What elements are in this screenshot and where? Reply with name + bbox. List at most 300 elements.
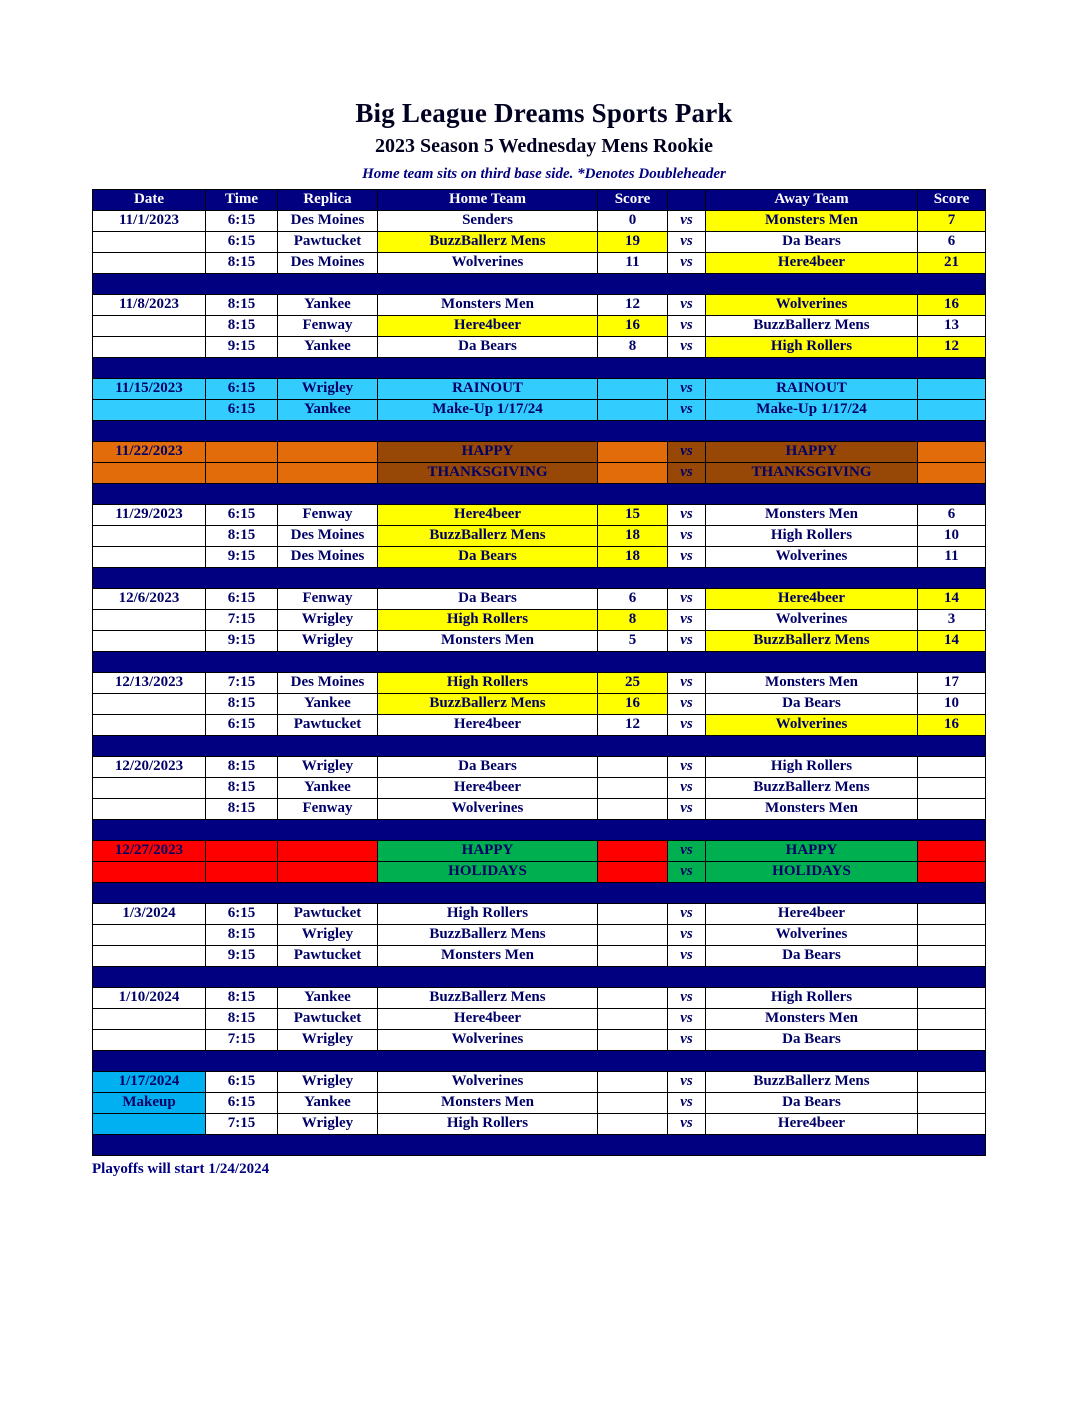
- home-team-cell: Here4beer: [378, 778, 598, 799]
- schedule-row: [93, 505, 986, 526]
- schedule-table: [92, 189, 986, 1156]
- away-team-cell: Wolverines: [706, 715, 918, 736]
- away-team-cell: THANKSGIVING: [706, 463, 918, 484]
- vs-cell: vs: [668, 715, 706, 736]
- away-team-cell: Wolverines: [706, 295, 918, 316]
- time-cell: 9:15: [206, 946, 278, 967]
- separator-bar: [93, 652, 986, 673]
- away-team-header: Away Team: [706, 190, 918, 211]
- time-cell: [206, 442, 278, 463]
- vs-cell: vs: [668, 946, 706, 967]
- date-cell: [93, 400, 206, 421]
- separator-bar: [93, 274, 986, 295]
- home-team-cell: HAPPY: [378, 841, 598, 862]
- date-cell: 1/3/2024: [93, 904, 206, 925]
- away-team-cell: High Rollers: [706, 526, 918, 547]
- schedule-row: [93, 442, 986, 463]
- home-team-cell: High Rollers: [378, 1114, 598, 1135]
- home-team-cell: BuzzBallerz Mens: [378, 232, 598, 253]
- schedule-row: [93, 904, 986, 925]
- vs-cell: vs: [668, 988, 706, 1009]
- separator-row: [93, 967, 986, 988]
- replica-cell: Yankee: [278, 400, 378, 421]
- date-cell: [93, 526, 206, 547]
- replica-cell: Wrigley: [278, 379, 378, 400]
- time-cell: 7:15: [206, 610, 278, 631]
- schedule-row: [93, 316, 986, 337]
- vs-cell: vs: [668, 379, 706, 400]
- replica-cell: Des Moines: [278, 547, 378, 568]
- date-cell: [93, 631, 206, 652]
- vs-cell: vs: [668, 337, 706, 358]
- home-team-cell: Make-Up 1/17/24: [378, 400, 598, 421]
- replica-cell: Pawtucket: [278, 904, 378, 925]
- separator-bar: [93, 820, 986, 841]
- replica-cell: Yankee: [278, 694, 378, 715]
- away-score-cell: [918, 1030, 986, 1051]
- home-score-cell: 8: [598, 610, 668, 631]
- away-score-cell: 10: [918, 694, 986, 715]
- schedule-row: [93, 715, 986, 736]
- replica-cell: Wrigley: [278, 1072, 378, 1093]
- replica-cell: [278, 442, 378, 463]
- away-score-cell: [918, 925, 986, 946]
- home-score-cell: 18: [598, 547, 668, 568]
- date-cell: [93, 463, 206, 484]
- away-team-cell: High Rollers: [706, 988, 918, 1009]
- away-team-cell: Make-Up 1/17/24: [706, 400, 918, 421]
- replica-cell: Des Moines: [278, 211, 378, 232]
- separator-row: [93, 1135, 986, 1156]
- away-team-cell: Wolverines: [706, 925, 918, 946]
- separator-bar: [93, 421, 986, 442]
- time-cell: 8:15: [206, 295, 278, 316]
- away-team-cell: BuzzBallerz Mens: [706, 1072, 918, 1093]
- away-score-cell: [918, 1093, 986, 1114]
- vs-cell: vs: [668, 463, 706, 484]
- home-score-cell: [598, 1114, 668, 1135]
- time-cell: 6:15: [206, 904, 278, 925]
- replica-cell: Fenway: [278, 505, 378, 526]
- vs-cell: vs: [668, 505, 706, 526]
- replica-cell: Fenway: [278, 316, 378, 337]
- home-team-cell: HAPPY: [378, 442, 598, 463]
- time-cell: 6:15: [206, 400, 278, 421]
- home-team-cell: RAINOUT: [378, 379, 598, 400]
- home-team-cell: Here4beer: [378, 505, 598, 526]
- away-team-cell: Da Bears: [706, 946, 918, 967]
- time-cell: 9:15: [206, 547, 278, 568]
- home-team-cell: High Rollers: [378, 673, 598, 694]
- replica-cell: [278, 841, 378, 862]
- schedule-row: [93, 694, 986, 715]
- home-score-cell: 16: [598, 694, 668, 715]
- away-score-cell: [918, 757, 986, 778]
- time-cell: 6:15: [206, 505, 278, 526]
- date-cell: [93, 694, 206, 715]
- home-score-cell: [598, 946, 668, 967]
- away-score-cell: [918, 400, 986, 421]
- home-team-cell: Wolverines: [378, 1030, 598, 1051]
- home-team-cell: Wolverines: [378, 799, 598, 820]
- time-cell: 9:15: [206, 631, 278, 652]
- away-score-cell: 6: [918, 232, 986, 253]
- date-cell: [93, 1114, 206, 1135]
- vs-cell: vs: [668, 673, 706, 694]
- away-score-cell: [918, 988, 986, 1009]
- vs-cell: vs: [668, 1030, 706, 1051]
- away-score-cell: [918, 1072, 986, 1093]
- home-score-cell: 12: [598, 715, 668, 736]
- separator-bar: [93, 484, 986, 505]
- separator-bar: [93, 883, 986, 904]
- away-team-cell: RAINOUT: [706, 379, 918, 400]
- separator-row: [93, 568, 986, 589]
- replica-cell: Yankee: [278, 337, 378, 358]
- home-team-cell: Da Bears: [378, 757, 598, 778]
- away-score-cell: 7: [918, 211, 986, 232]
- away-score-cell: 16: [918, 295, 986, 316]
- home-team-cell: BuzzBallerz Mens: [378, 526, 598, 547]
- date-cell: [93, 1009, 206, 1030]
- date-cell: [93, 799, 206, 820]
- away-score-cell: [918, 1114, 986, 1135]
- replica-cell: [278, 463, 378, 484]
- home-score-header: Score: [598, 190, 668, 211]
- away-team-cell: Monsters Men: [706, 799, 918, 820]
- replica-cell: Des Moines: [278, 526, 378, 547]
- vs-cell: vs: [668, 211, 706, 232]
- schedule-row: [93, 841, 986, 862]
- replica-cell: Wrigley: [278, 1114, 378, 1135]
- date-cell: [93, 337, 206, 358]
- home-score-cell: [598, 925, 668, 946]
- date-cell: [93, 232, 206, 253]
- time-cell: 7:15: [206, 1030, 278, 1051]
- home-team-cell: Wolverines: [378, 253, 598, 274]
- home-team-cell: Monsters Men: [378, 1093, 598, 1114]
- home-team-note: Home team sits on third base side. *Denotes Doubleheader: [362, 166, 726, 182]
- vs-cell: vs: [668, 400, 706, 421]
- away-score-cell: [918, 778, 986, 799]
- away-team-cell: High Rollers: [706, 337, 918, 358]
- away-score-cell: [918, 946, 986, 967]
- away-score-cell: 14: [918, 631, 986, 652]
- time-cell: 6:15: [206, 232, 278, 253]
- home-score-cell: 6: [598, 589, 668, 610]
- away-score-cell: 14: [918, 589, 986, 610]
- time-cell: 6:15: [206, 589, 278, 610]
- replica-cell: Yankee: [278, 778, 378, 799]
- vs-header: [668, 190, 706, 211]
- home-score-cell: [598, 904, 668, 925]
- vs-cell: vs: [668, 1009, 706, 1030]
- time-cell: 7:15: [206, 673, 278, 694]
- date-cell: [93, 1030, 206, 1051]
- home-score-cell: [598, 400, 668, 421]
- time-cell: 8:15: [206, 1009, 278, 1030]
- away-score-cell: 6: [918, 505, 986, 526]
- schedule-row: [93, 610, 986, 631]
- date-cell: [93, 778, 206, 799]
- away-score-cell: 13: [918, 316, 986, 337]
- separator-bar: [93, 1135, 986, 1156]
- away-score-cell: [918, 463, 986, 484]
- time-cell: 8:15: [206, 316, 278, 337]
- separator-row: [93, 652, 986, 673]
- home-score-cell: 16: [598, 316, 668, 337]
- time-cell: 8:15: [206, 526, 278, 547]
- home-team-cell: Senders: [378, 211, 598, 232]
- vs-cell: vs: [668, 631, 706, 652]
- separator-bar: [93, 568, 986, 589]
- home-team-cell: Here4beer: [378, 715, 598, 736]
- separator-bar: [93, 736, 986, 757]
- separator-row: [93, 358, 986, 379]
- date-cell: 11/15/2023: [93, 379, 206, 400]
- replica-header: Replica: [278, 190, 378, 211]
- vs-cell: vs: [668, 799, 706, 820]
- home-score-cell: [598, 841, 668, 862]
- time-cell: 8:15: [206, 799, 278, 820]
- home-team-cell: BuzzBallerz Mens: [378, 694, 598, 715]
- schedule-row: [93, 211, 986, 232]
- schedule-row: [93, 526, 986, 547]
- vs-cell: vs: [668, 1093, 706, 1114]
- home-team-cell: HOLIDAYS: [378, 862, 598, 883]
- time-cell: 6:15: [206, 379, 278, 400]
- vs-cell: vs: [668, 316, 706, 337]
- time-cell: 8:15: [206, 988, 278, 1009]
- separator-row: [93, 484, 986, 505]
- away-team-cell: Wolverines: [706, 547, 918, 568]
- schedule-row: [93, 547, 986, 568]
- time-cell: 6:15: [206, 1093, 278, 1114]
- home-score-cell: 19: [598, 232, 668, 253]
- away-team-cell: HAPPY: [706, 841, 918, 862]
- date-cell: 12/27/2023: [93, 841, 206, 862]
- away-score-header: Score: [918, 190, 986, 211]
- replica-cell: Pawtucket: [278, 232, 378, 253]
- schedule-row: [93, 337, 986, 358]
- replica-cell: Des Moines: [278, 253, 378, 274]
- schedule-row: [93, 862, 986, 883]
- date-cell: 12/20/2023: [93, 757, 206, 778]
- replica-cell: Pawtucket: [278, 946, 378, 967]
- replica-cell: Des Moines: [278, 673, 378, 694]
- replica-cell: [278, 862, 378, 883]
- away-score-cell: 12: [918, 337, 986, 358]
- separator-row: [93, 820, 986, 841]
- replica-cell: Yankee: [278, 988, 378, 1009]
- schedule-row: [93, 1093, 986, 1114]
- vs-cell: vs: [668, 295, 706, 316]
- time-cell: 6:15: [206, 1072, 278, 1093]
- away-score-cell: 10: [918, 526, 986, 547]
- time-cell: 8:15: [206, 694, 278, 715]
- schedule-row: [93, 1072, 986, 1093]
- away-score-cell: [918, 379, 986, 400]
- date-cell: 1/17/2024: [93, 1072, 206, 1093]
- replica-cell: Wrigley: [278, 757, 378, 778]
- away-team-cell: HOLIDAYS: [706, 862, 918, 883]
- away-score-cell: [918, 841, 986, 862]
- separator-row: [93, 736, 986, 757]
- time-cell: 9:15: [206, 337, 278, 358]
- home-score-cell: [598, 862, 668, 883]
- date-cell: 11/22/2023: [93, 442, 206, 463]
- schedule-row: [93, 232, 986, 253]
- home-score-cell: [598, 442, 668, 463]
- vs-cell: vs: [668, 547, 706, 568]
- replica-cell: Pawtucket: [278, 1009, 378, 1030]
- vs-cell: vs: [668, 610, 706, 631]
- replica-cell: Fenway: [278, 589, 378, 610]
- date-cell: [93, 715, 206, 736]
- home-team-cell: Monsters Men: [378, 946, 598, 967]
- away-team-cell: HAPPY: [706, 442, 918, 463]
- away-score-cell: [918, 862, 986, 883]
- away-team-cell: Here4beer: [706, 589, 918, 610]
- schedule-row: [93, 778, 986, 799]
- schedule-row: [93, 1009, 986, 1030]
- date-cell: [93, 253, 206, 274]
- vs-cell: vs: [668, 253, 706, 274]
- home-score-cell: 11: [598, 253, 668, 274]
- home-score-cell: 15: [598, 505, 668, 526]
- schedule-row: [93, 631, 986, 652]
- time-cell: 8:15: [206, 757, 278, 778]
- schedule-row: [93, 379, 986, 400]
- separator-bar: [93, 1051, 986, 1072]
- away-team-cell: Monsters Men: [706, 1009, 918, 1030]
- time-cell: [206, 862, 278, 883]
- schedule-row: [93, 253, 986, 274]
- replica-cell: Fenway: [278, 799, 378, 820]
- schedule-table-body: [93, 211, 986, 1156]
- schedule-row: [93, 946, 986, 967]
- date-cell: 1/10/2024: [93, 988, 206, 1009]
- away-team-cell: Da Bears: [706, 694, 918, 715]
- home-score-cell: [598, 988, 668, 1009]
- time-cell: 6:15: [206, 715, 278, 736]
- home-team-cell: Monsters Men: [378, 295, 598, 316]
- home-score-cell: [598, 778, 668, 799]
- home-score-cell: [598, 799, 668, 820]
- away-team-cell: Da Bears: [706, 1093, 918, 1114]
- away-team-cell: BuzzBallerz Mens: [706, 316, 918, 337]
- away-team-cell: Here4beer: [706, 253, 918, 274]
- date-cell: [93, 547, 206, 568]
- home-team-cell: Wolverines: [378, 1072, 598, 1093]
- separator-bar: [93, 967, 986, 988]
- time-cell: 6:15: [206, 211, 278, 232]
- home-team-cell: BuzzBallerz Mens: [378, 988, 598, 1009]
- home-score-cell: [598, 1093, 668, 1114]
- date-cell: 12/13/2023: [93, 673, 206, 694]
- home-team-header: Home Team: [378, 190, 598, 211]
- vs-cell: vs: [668, 757, 706, 778]
- date-cell: 12/6/2023: [93, 589, 206, 610]
- away-score-cell: [918, 1009, 986, 1030]
- vs-cell: vs: [668, 526, 706, 547]
- date-cell: [93, 316, 206, 337]
- away-team-cell: BuzzBallerz Mens: [706, 631, 918, 652]
- home-team-cell: High Rollers: [378, 904, 598, 925]
- time-cell: 7:15: [206, 1114, 278, 1135]
- page-title: Big League Dreams Sports Park: [355, 98, 733, 128]
- date-cell: Makeup: [93, 1093, 206, 1114]
- date-cell: [93, 946, 206, 967]
- time-cell: [206, 463, 278, 484]
- schedule-row: [93, 988, 986, 1009]
- date-cell: [93, 862, 206, 883]
- away-score-cell: [918, 904, 986, 925]
- away-score-cell: [918, 799, 986, 820]
- separator-row: [93, 883, 986, 904]
- date-cell: [93, 925, 206, 946]
- away-team-cell: Wolverines: [706, 610, 918, 631]
- vs-cell: vs: [668, 589, 706, 610]
- home-team-cell: Da Bears: [378, 589, 598, 610]
- schedule-row: [93, 1030, 986, 1051]
- schedule-row: [93, 925, 986, 946]
- home-score-cell: 12: [598, 295, 668, 316]
- vs-cell: vs: [668, 904, 706, 925]
- home-team-cell: Da Bears: [378, 547, 598, 568]
- time-cell: 8:15: [206, 253, 278, 274]
- away-team-cell: Monsters Men: [706, 673, 918, 694]
- date-header: Date: [93, 190, 206, 211]
- home-score-cell: [598, 1030, 668, 1051]
- away-team-cell: Here4beer: [706, 1114, 918, 1135]
- away-score-cell: 17: [918, 673, 986, 694]
- home-team-cell: Da Bears: [378, 337, 598, 358]
- home-team-cell: Monsters Men: [378, 631, 598, 652]
- home-score-cell: [598, 1072, 668, 1093]
- schedule-row: [93, 757, 986, 778]
- home-team-cell: BuzzBallerz Mens: [378, 925, 598, 946]
- time-header: Time: [206, 190, 278, 211]
- away-score-cell: 3: [918, 610, 986, 631]
- home-score-cell: 0: [598, 211, 668, 232]
- vs-cell: vs: [668, 1114, 706, 1135]
- away-team-cell: BuzzBallerz Mens: [706, 778, 918, 799]
- schedule-row: [93, 589, 986, 610]
- away-team-cell: High Rollers: [706, 757, 918, 778]
- home-score-cell: 18: [598, 526, 668, 547]
- home-team-cell: High Rollers: [378, 610, 598, 631]
- separator-row: [93, 274, 986, 295]
- replica-cell: Wrigley: [278, 631, 378, 652]
- away-score-cell: 11: [918, 547, 986, 568]
- date-cell: 11/29/2023: [93, 505, 206, 526]
- time-cell: 8:15: [206, 925, 278, 946]
- schedule-row: [93, 799, 986, 820]
- playoffs-note: Playoffs will start 1/24/2024: [92, 1161, 270, 1177]
- vs-cell: vs: [668, 778, 706, 799]
- header-row: [93, 190, 986, 211]
- date-cell: 11/8/2023: [93, 295, 206, 316]
- away-team-cell: Monsters Men: [706, 211, 918, 232]
- replica-cell: Wrigley: [278, 925, 378, 946]
- time-cell: [206, 841, 278, 862]
- home-score-cell: 8: [598, 337, 668, 358]
- home-score-cell: 25: [598, 673, 668, 694]
- replica-cell: Pawtucket: [278, 715, 378, 736]
- date-cell: 11/1/2023: [93, 211, 206, 232]
- vs-cell: vs: [668, 232, 706, 253]
